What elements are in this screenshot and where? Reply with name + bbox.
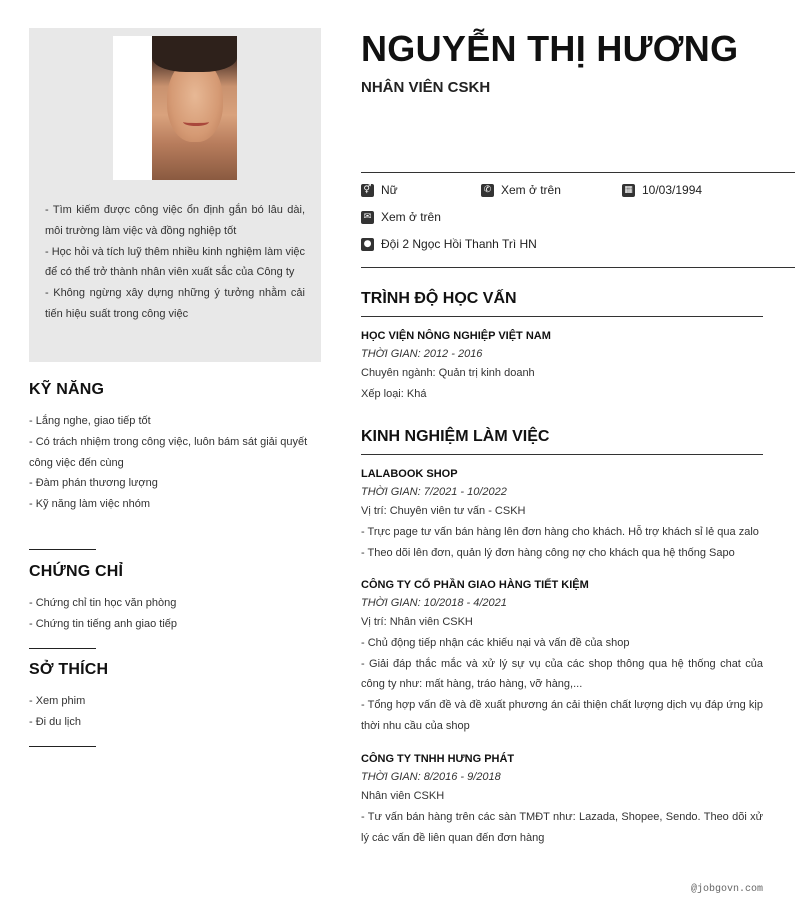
certificate-item: - Chứng tin tiếng anh giao tiếp	[29, 617, 178, 630]
hobbies-section	[29, 661, 321, 733]
certificates-title: CHỨNG CHỈ	[29, 563, 124, 580]
job-duty: - Giải đáp thắc mắc và xử lý sự vụ của các shop thông qua hệ thống chat của công ty như: mất hàng, tráo hàng, vỡ hàng,...	[361, 657, 763, 691]
skill-item: - Lắng nghe, giao tiếp tốt	[29, 415, 151, 427]
company-name: CÔNG TY TNHH HƯNG PHÁT	[361, 753, 515, 765]
job-time: THỜI GIAN: 7/2021 - 10/2022	[361, 486, 507, 498]
education-title: TRÌNH ĐỘ HỌC VẤN	[361, 290, 517, 307]
gender-value: Nữ	[381, 183, 398, 197]
education-major: Chuyên ngành: Quản trị kinh doanh	[361, 367, 535, 379]
divider	[29, 746, 96, 747]
skills-section	[29, 381, 321, 515]
education-grade: Xếp loại: Khá	[361, 387, 427, 400]
gender-icon: ⚥	[361, 184, 374, 197]
education-entry	[361, 327, 763, 405]
birthday-info	[622, 183, 702, 197]
address-info	[361, 237, 537, 251]
job-entry	[361, 750, 763, 848]
divider	[29, 648, 96, 649]
company-name: LALABOOK SHOP	[361, 468, 458, 480]
objective-item: - Học hỏi và tích luỹ thêm nhiều kinh nghiệm làm việc để có thể trở thành nhân viên xuất sắc của Công ty	[45, 245, 305, 279]
location-icon: ●	[361, 238, 374, 251]
company-name: CÔNG TY CỔ PHẦN GIAO HÀNG TIẾT KIỆM	[361, 579, 589, 591]
divider	[361, 172, 795, 173]
career-objective	[45, 200, 305, 325]
divider	[361, 267, 795, 268]
skills-title: KỸ NĂNG	[29, 381, 105, 398]
experience-title: KINH NGHIỆM LÀM VIỆC	[361, 428, 550, 445]
job-duty: - Tổng hợp vấn đề và đề xuất phương án cải thiện chất lượng dịch vụ đáp ứng kịp thời nhu cầu của shop	[361, 699, 763, 732]
address-value: Đội 2 Ngọc Hồi Thanh Trì HN	[381, 237, 537, 251]
job-position: Vị trí: Chuyên viên tư vấn - CSKH	[361, 505, 526, 517]
avatar	[113, 36, 237, 180]
divider	[361, 316, 763, 317]
profile-panel	[29, 28, 321, 362]
phone-icon: ✆	[481, 184, 494, 197]
certificates-section	[29, 563, 321, 635]
skill-item: - Kỹ năng làm việc nhóm	[29, 498, 151, 511]
mail-icon: ✉	[361, 211, 374, 224]
objective-item: - Không ngừng xây dựng những ý tưởng nhằm cải tiến hiệu suất trong công việc	[45, 287, 305, 320]
phone-value: Xem ở trên	[501, 183, 561, 197]
divider	[29, 549, 96, 550]
watermark: @jobgovn.com	[690, 884, 763, 895]
job-time: THỜI GIAN: 10/2018 - 4/2021	[361, 597, 507, 609]
objective-item: - Tìm kiếm được công việc ổn định gắn bó lâu dài, môi trường làm việc và đồng nghiệp tốt	[45, 204, 305, 237]
job-entry	[361, 465, 763, 563]
job-duty: - Chủ động tiếp nhận các khiếu nại và vấn đề của shop	[361, 636, 630, 649]
skill-item: - Có trách nhiệm trong công việc, luôn bám sát giải quyết công việc đến cùng	[29, 435, 308, 469]
gender-info	[361, 183, 398, 197]
job-position: Vị trí: Nhân viên CSKH	[361, 616, 473, 628]
email-value: Xem ở trên	[381, 210, 441, 224]
full-name: NGUYỄN THỊ HƯƠNG	[361, 28, 739, 69]
phone-info	[481, 183, 561, 197]
hobby-item: - Đi du lịch	[29, 715, 81, 728]
job-duty: - Trực page tư vấn bán hàng lên đơn hàng cho khách. Hỗ trợ khách sỉ lẻ qua zalo	[361, 525, 759, 538]
school-name: HỌC VIỆN NÔNG NGHIỆP VIỆT NAM	[361, 330, 551, 342]
job-duty: - Tư vấn bán hàng trên các sàn TMĐT như: Lazada, Shopee, Sendo. Theo dõi xử lý các vấn đề liên quan đến đơn hàng	[361, 810, 763, 844]
job-duty: - Theo dõi lên đơn, quản lý đơn hàng công nợ cho khách qua hệ thống Sapo	[361, 546, 735, 559]
calendar-icon: ▦	[622, 184, 635, 197]
email-info	[361, 210, 441, 224]
job-title: NHÂN VIÊN CSKH	[361, 79, 491, 96]
divider	[361, 454, 763, 455]
certificate-item: - Chứng chỉ tin học văn phòng	[29, 597, 177, 609]
skill-item: - Đàm phán thương lượng	[29, 477, 158, 490]
job-position: Nhân viên CSKH	[361, 790, 445, 802]
hobbies-title: SỞ THÍCH	[29, 661, 109, 678]
job-time: THỜI GIAN: 8/2016 - 9/2018	[361, 771, 501, 783]
birthday-value: 10/03/1994	[642, 183, 703, 197]
job-entry	[361, 576, 763, 737]
education-time: THỜI GIAN: 2012 - 2016	[361, 348, 483, 360]
hobby-item: - Xem phim	[29, 695, 86, 707]
